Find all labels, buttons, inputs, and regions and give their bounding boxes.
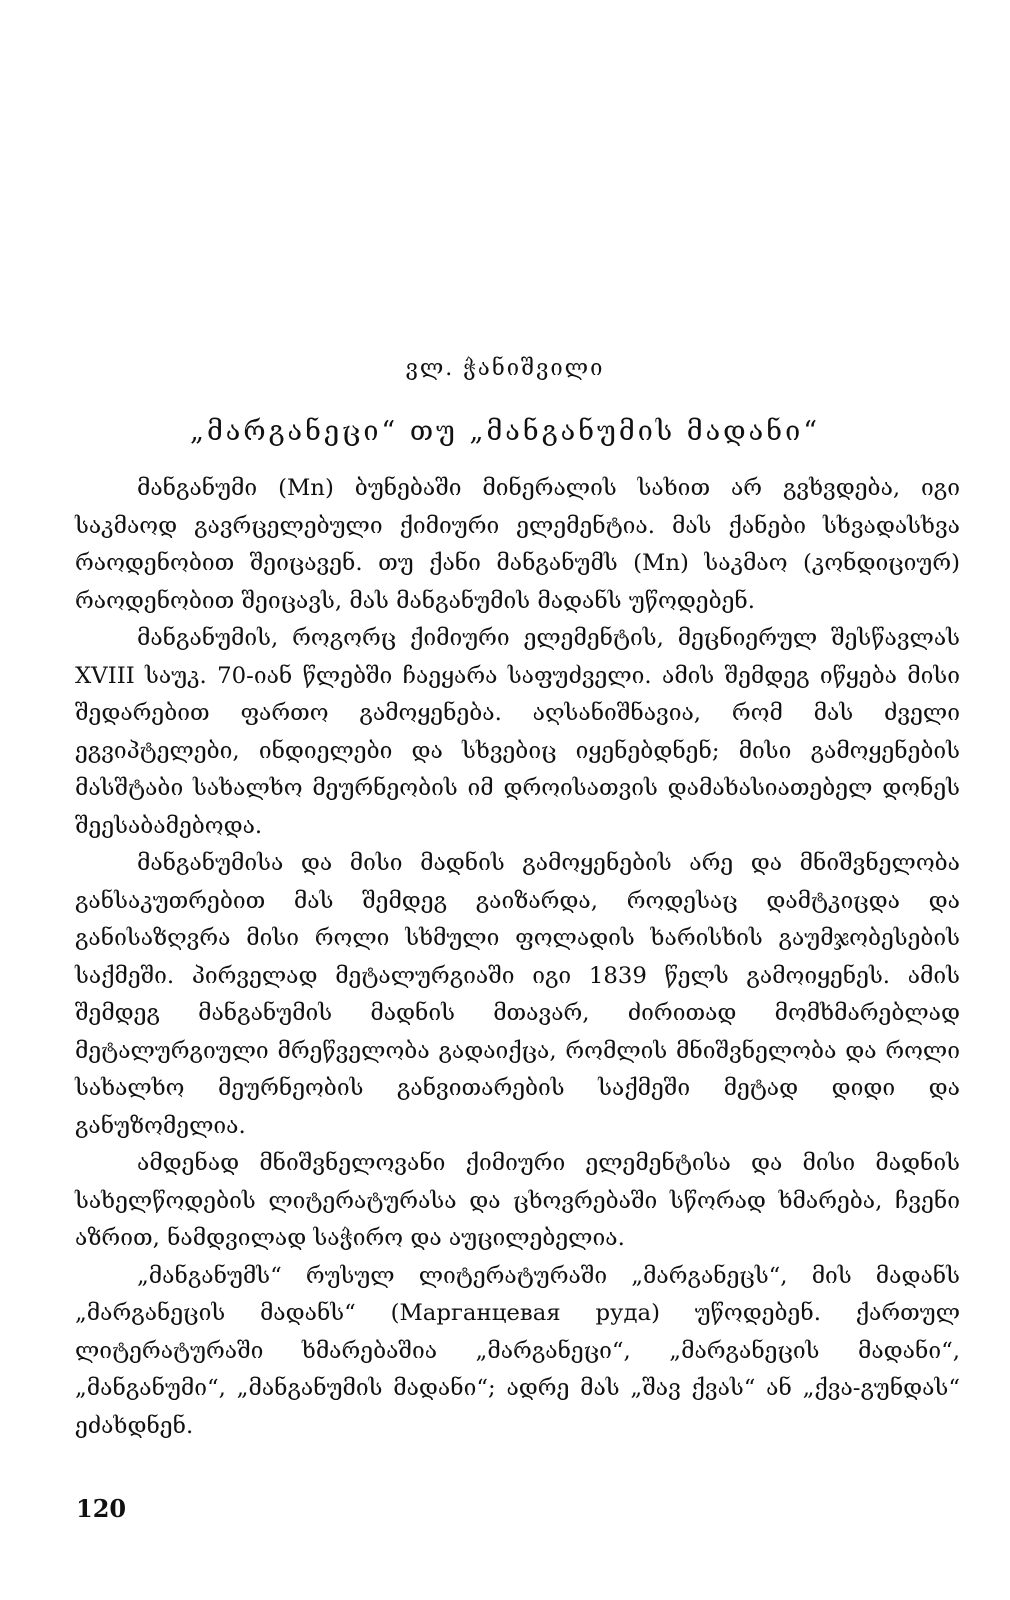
article-body [75, 470, 960, 1445]
paragraph: „მანგანუმს“ რუსულ ლიტერატურაში „მარგანეცს“, მის მადანს „მარგანეცის მადანს“ (Марганцевая руда) უწოდებენ. ქართულ ლიტერატურაში ხმარებაშია „მარგანეცი“, „მარგანეცის მადანი“, „მანგანუმი“, „მანგანუმის მადანი“; ადრე მას „შავ ქვას“ ან „ქვა-გუნდას“ ეძახდნენ. [75, 1262, 960, 1439]
paragraph: მანგანუმის, როგორც ქიმიური ელემენტის, მეცნიერულ შესწავლას XVIII საუკ. 70-იან წლებში ჩაეყარა საფუძველი. ამის შემდეგ იწყება მისი შედარებით ფართო გამოყენება. აღსანიშნავია, რომ მას ძველი ეგვიპტელები, ინდიელები და სხვებიც იყენებდნენ; მისი გამოყენების მასშტაბი სახალხო მეურნეობის იმ დროისათვის დამახასიათებელ დონეს შეესაბამებოდა. [75, 625, 960, 839]
paragraph: ამდენად მნიშვნელოვანი ქიმიური ელემენტისა და მისი მადნის სახელწოდების ლიტერატურასა და ცხოვრებაში სწორად ხმარება, ჩვენი აზრით, ნამდვილად საჭირო და აუცილებელია. [75, 1150, 960, 1251]
paragraph: მანგანუმისა და მისი მადნის გამოყენების არე და მნიშვნელობა განსაკუთრებით მას შემდეგ გაიზარდა, როდესაც დამტკიცდა და განისაზღვრა მისი როლი სხმული ფოლადის ხარისხის გაუმჯობესების საქმეში. პირველად მეტალურგიაში იგი 1839 წელს გამოიყენეს. ამის შემდეგ მანგანუმის მადნის მთავარ, ძირითად მომხმარებლად მეტალურგიული მრეწველობა გადაიქცა, რომლის მნიშვნელობა და როლი სახალხო მეურნეობის განვითარების საქმეში მეტად დიდი და განუზომელია. [75, 850, 960, 1139]
paragraph: მანგანუმი (Mn) ბუნებაში მინერალის სახით არ გვხვდება, იგი საკმაოდ გავრცელებული ქიმიური ელემენტია. მას ქანები სხვადასხვა რაოდენობით შეიცავენ. თუ ქანი მანგანუმს (Mn) საკმაო (კონდიციურ) რაოდენობით შეიცავს, მას მანგანუმის მადანს უწოდებენ. [75, 475, 960, 614]
author-name: ვლ. ჭანიშვილი [405, 356, 605, 381]
page-number: 120 [76, 1494, 127, 1523]
article-title: „მარგანეცი“ თუ „მანგანუმის მადანი“ [189, 416, 821, 447]
